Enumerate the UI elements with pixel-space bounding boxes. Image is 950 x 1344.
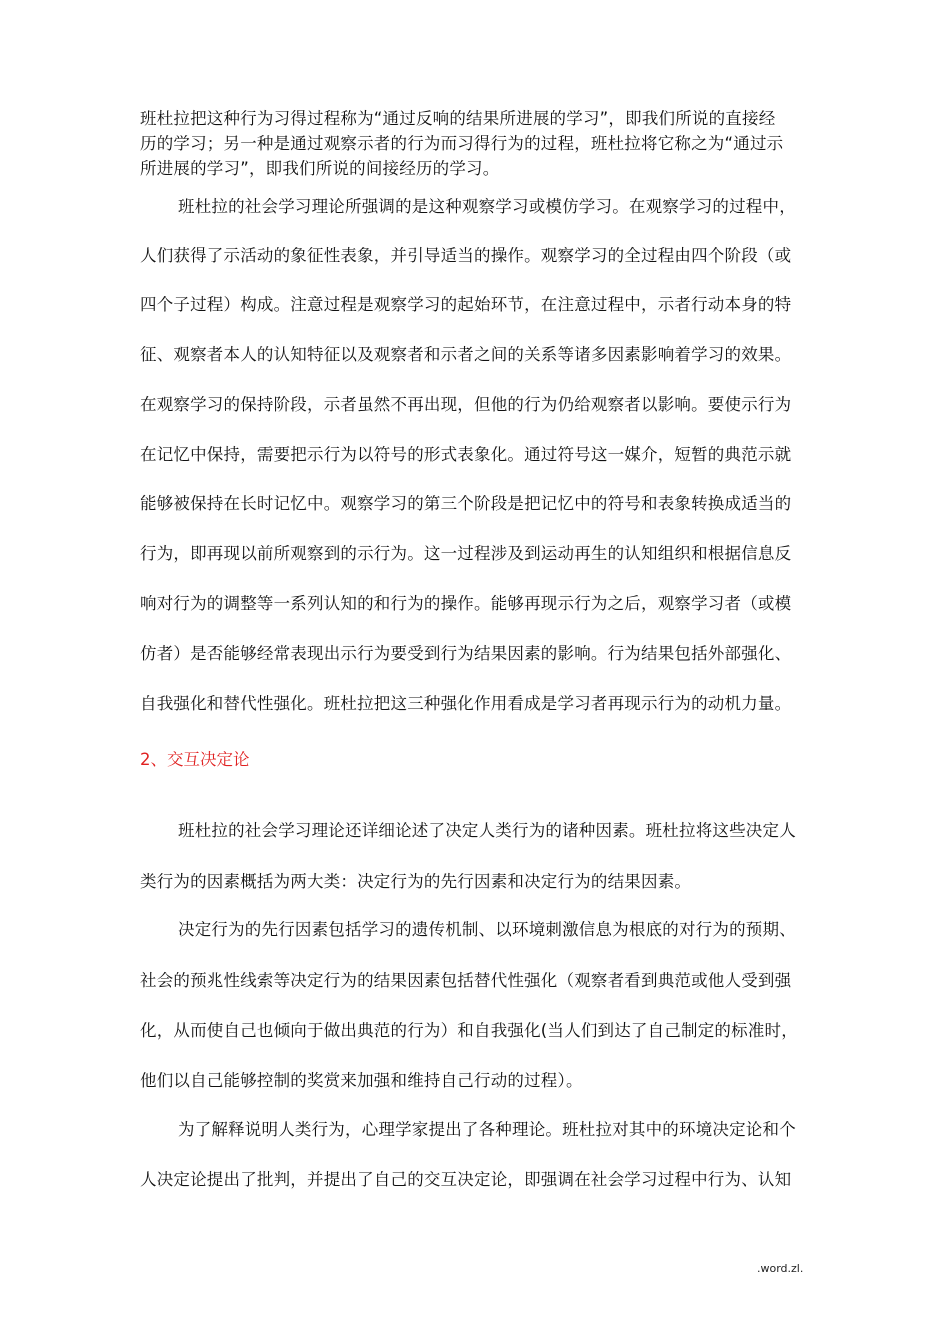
section-heading: 2、交互决定论 xyxy=(140,750,250,769)
paragraph-2-line-8: 行为，即再现以前所观察到的示行为。这一过程涉及到运动再生的认知组织和根据信息反 xyxy=(140,544,792,563)
paragraph-3-line-2: 类行为的因素概括为两大类：决定行为的先行因素和决定行为的结果因素。 xyxy=(140,872,692,891)
paragraph-5-line-2: 人决定论提出了批判，并提出了自己的交互决定论，即强调在社会学习过程中行为、认知 xyxy=(140,1170,792,1189)
paragraph-4-line-2: 社会的预兆性线索等决定行为的结果因素包括替代性强化（观察者看到典范或他人受到强 xyxy=(140,971,792,990)
paragraph-2-line-6: 在记忆中保持，需要把示行为以符号的形式表象化。通过符号这一媒介，短暂的典范示就 xyxy=(140,445,792,464)
paragraph-4-line-3: 化，从而使自己也倾向于做出典范的行为）和自我强化(当人们到达了自己制定的标准时， xyxy=(140,1021,798,1040)
page-footer: .word.zl. xyxy=(757,1262,804,1275)
paragraph-2-line-3: 四个子过程）构成。注意过程是观察学习的起始环节，在注意过程中，示者行动本身的特 xyxy=(140,295,792,314)
paragraph-5-line-1: 为了解释说明人类行为，心理学家提出了各种理论。班杜拉对其中的环境决定论和个 xyxy=(178,1120,796,1139)
paragraph-4-line-4: 他们以自己能够控制的奖赏来加强和维持自己行动的过程）。 xyxy=(140,1071,583,1090)
paragraph-1-line-1: 班杜拉把这种行为习得过程称为“通过反响的结果所进展的学习”，即我们所说的直接经 xyxy=(140,109,776,128)
paragraph-2-line-7: 能够被保持在长时记忆中。观察学习的第三个阶段是把记忆中的符号和表象转换成适当的 xyxy=(140,494,792,513)
paragraph-2-line-11: 自我强化和替代性强化。班杜拉把这三种强化作用看成是学习者再现示行为的动机力量。 xyxy=(140,694,792,713)
paragraph-2-line-10: 仿者）是否能够经常表现出示行为要受到行为结果因素的影响。行为结果包括外部强化、 xyxy=(140,644,792,663)
paragraph-2-line-1: 班杜拉的社会学习理论所强调的是这种观察学习或模仿学习。在观察学习的过程中， xyxy=(178,197,796,216)
paragraph-4-line-1: 决定行为的先行因素包括学习的遗传机制、以环境刺激信息为根底的对行为的预期、 xyxy=(178,920,796,939)
paragraph-2-line-5: 在观察学习的保持阶段，示者虽然不再出现，但他的行为仍给观察者以影响。要使示行为 xyxy=(140,395,792,414)
paragraph-2-line-2: 人们获得了示活动的象征性表象，并引导适当的操作。观察学习的全过程由四个阶段（或 xyxy=(140,246,792,265)
paragraph-1-line-2: 历的学习；另一种是通过观察示者的行为而习得行为的过程，班杜拉将它称之为“通过示 xyxy=(140,134,784,153)
paragraph-2-line-9: 响对行为的调整等一系列认知的和行为的操作。能够再现示行为之后，观察学习者（或模 xyxy=(140,594,792,613)
paragraph-1-line-3: 所进展的学习”，即我们所说的间接经历的学习。 xyxy=(140,159,500,178)
paragraph-3-line-1: 班杜拉的社会学习理论还详细论述了决定人类行为的诸种因素。班杜拉将这些决定人 xyxy=(178,821,796,840)
paragraph-2-line-4: 征、观察者本人的认知特征以及观察者和示者之间的关系等诸多因素影响着学习的效果。 xyxy=(140,345,792,364)
